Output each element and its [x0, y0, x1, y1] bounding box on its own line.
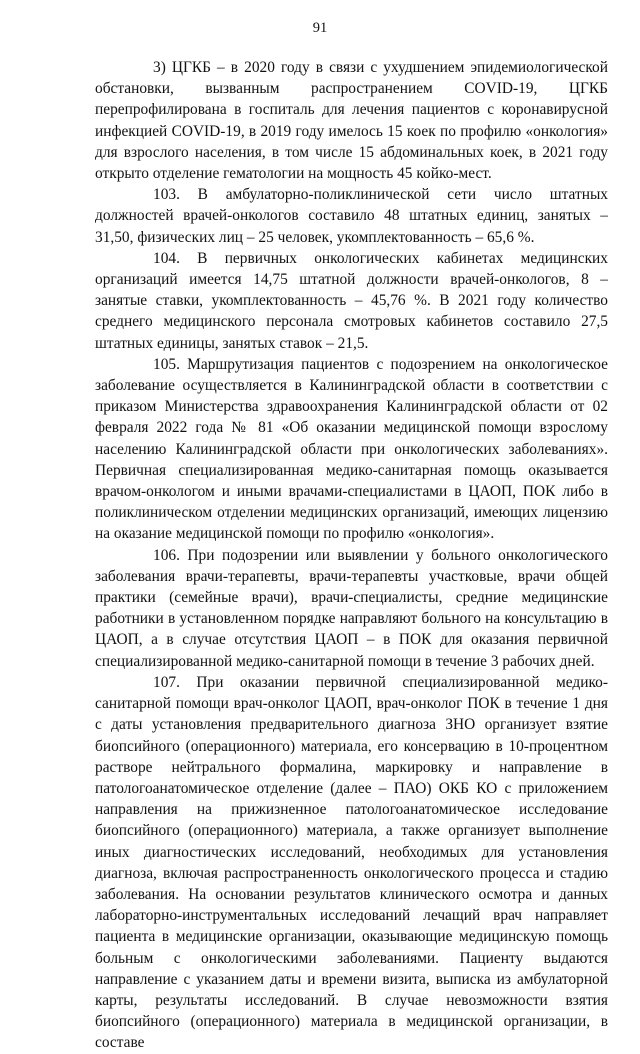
page-number: 91 [312, 20, 328, 36]
document-body [95, 57, 608, 1054]
paragraph-106: 106. При подозрении или выявлении у больного онкологического заболевания врачи-терапевты, врачи-терапевты участковые, врачи общей практики (семейные врачи), врачи-специалисты, средние медицинские работники в установленном порядке направляют больного на консультацию в ЦАОП, а в случае отсутствия ЦАОП – в ПОК для оказания первичной специализированной медико-санитарной помощи в течение 3 рабочих дней. [95, 546, 608, 670]
paragraph-103: 103. В амбулаторно-поликлинической сети число штатных должностей врачей-онкологов составило 48 штатных единиц, занятых – 31,50, физических лиц – 25 человек, укомплектованность – 65,6 %. [95, 186, 608, 246]
paragraph-105: 105. Маршрутизация пациентов с подозрением на онкологическое заболевание осуществляется в Калининградской области в соответствии с приказом Министерства здравоохранения Калининградской области от 02 февраля 2022 года № 81 «Об оказании медицинской помощи взрослому населению Калининградской области при онкологических заболеваниях». Первичная специализированная медико-санитарная помощь оказывается врачом-онкологом и иными врачами-специалистами в ЦАОП, ПОК либо в поликлиническом отделении медицинских организаций, имеющих лицензию на оказание медицинской помощи по профилю «онкология». [95, 355, 608, 543]
paragraph-104: 104. В первичных онкологических кабинетах медицинских организаций имеется 14,75 штатной должности врачей-онкологов, 8 – занятые ставки, укомплектованность – 45,76 %. В 2021 году количество среднего медицинского персонала смотровых кабинетов составило 27,5 штатных единицы, занятых ставок – 21,5. [95, 249, 608, 352]
paragraph-3-tsgkb: 3) ЦГКБ – в 2020 году в связи с ухудшением эпидемиологической обстановки, вызванным распространением COVID-19, ЦГКБ перепрофилирована в госпиталь для лечения пациентов с коронавирусной инфекцией COVID-19, в 2019 году имелось 15 коек по профилю «онкология» для взрослого населения, в том числе 15 абдоминальных коек, в 2021 году открыто отделение гематологии на мощность 45 койко-мест. [95, 59, 608, 183]
paragraph-107: 107. При оказании первичной специализированной медико-санитарной помощи врач-онколог ЦАОП, врач-онколог ПОК в течение 1 дня с даты установления предварительного диагноза ЗНО организует взятие биопсийного (операционного) материала, его консервацию в 10-процентном растворе нейтрального формалина, маркировку и направление в патологоанатомическое отделение (далее – ПАО) ОКБ КО с приложением направления на прижизненное патологоанатомическое исследование биопсийного (операционного) материала, а также организует выполнение иных диагностических исследований, необходимых для установления диагноза, включая распространенность онкологического процесса и стадию заболевания. На основании результатов клинического осмотра и данных лабораторно-инструментальных исследований лечащий врач направляет пациента в медицинские организации, оказывающие медицинскую помощь больным с онкологическими заболеваниями. Пациенту выдаются направление с указанием даты и времени визита, выписка из амбулаторной карты, результаты исследований. В случае невозможности взятия биопсийного (операционного) материала в медицинской организации, в составе [95, 673, 608, 1052]
